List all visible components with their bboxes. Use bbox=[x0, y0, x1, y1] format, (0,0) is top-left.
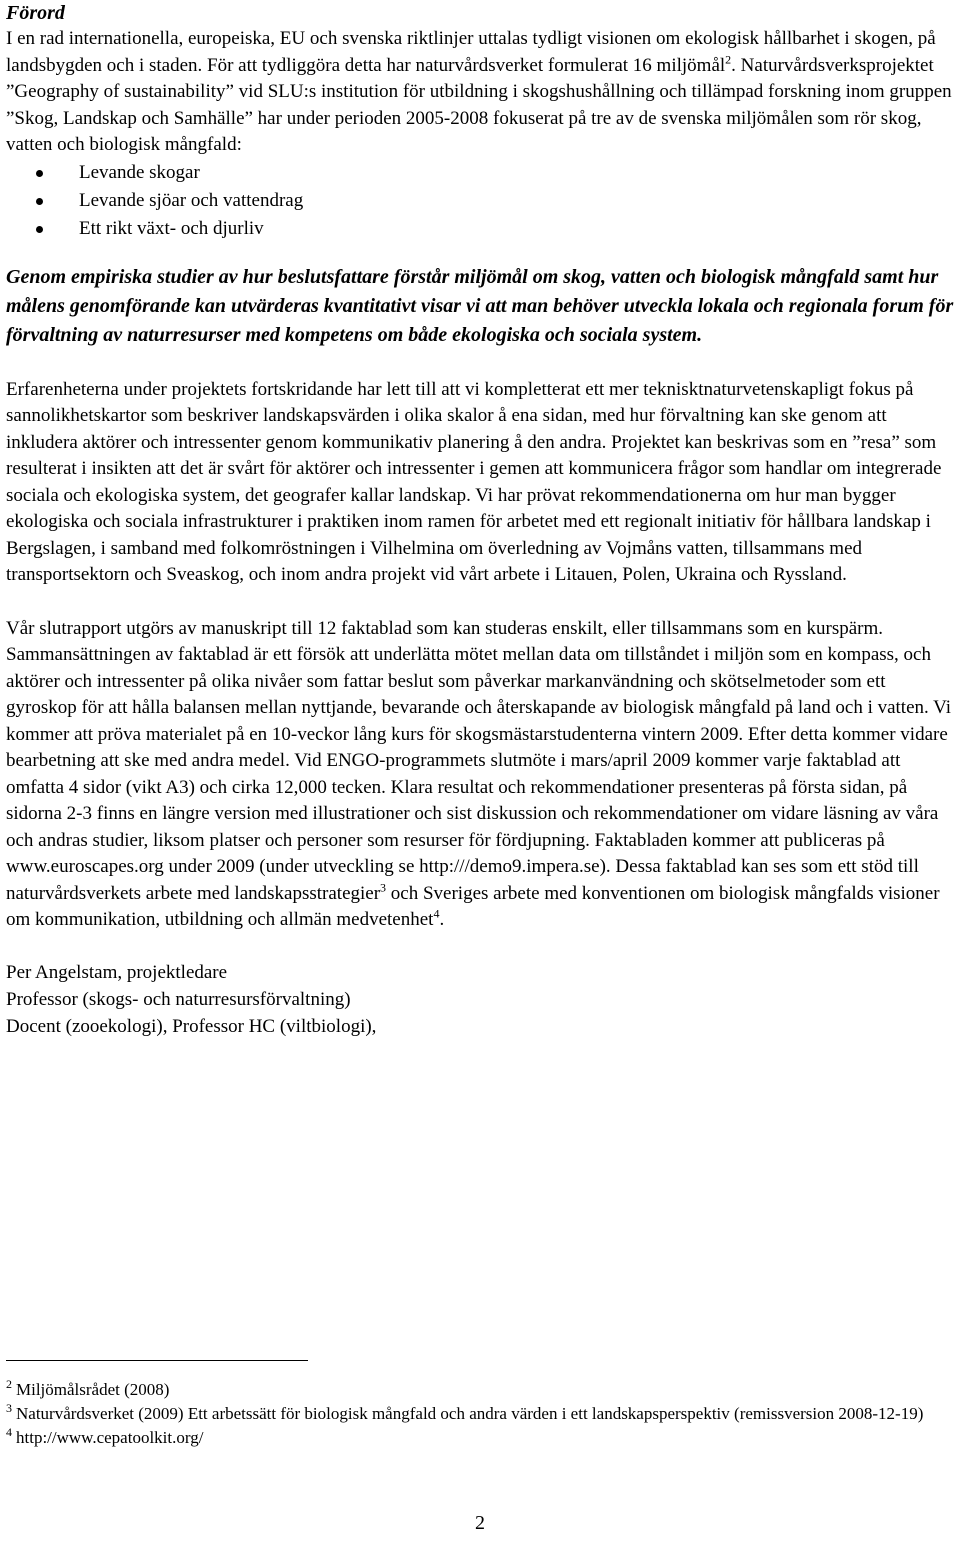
footnote-number: 4 bbox=[6, 1425, 12, 1440]
footnote-ref-4[interactable]: 4 bbox=[433, 906, 440, 921]
list-item-label: Levande skogar bbox=[79, 161, 200, 183]
intro-text-1: I en rad internationella, europeiska, EU och svenska riktlinjer uttalas tydligt visionen om ekologisk hållbarhet i skogen, på landsbygden och i staden. För att tydliggöra detta har naturvårdsverket formulerat 16 miljömål bbox=[6, 28, 936, 76]
footnote bbox=[6, 1426, 954, 1450]
footnote-text: Miljömålsrådet (2008) bbox=[16, 1380, 170, 1399]
footnote-divider bbox=[6, 1360, 308, 1361]
bullet-icon bbox=[36, 198, 43, 205]
section-heading: Förord bbox=[6, 2, 65, 24]
footnote-link[interactable]: http://www.cepatoolkit.org/ bbox=[16, 1428, 204, 1447]
final-report-paragraph bbox=[6, 616, 954, 934]
footnote-ref-3[interactable]: 3 bbox=[380, 880, 387, 895]
final-report-text-2: och Sveriges arbete med konventionen om biologisk mångfalds visioner om kommunikation, utbildning och allmän medvetenhet bbox=[6, 882, 940, 930]
bullet-icon bbox=[36, 226, 43, 233]
signature-title: Docent (zooekologi), Professor HC (viltbiologi), bbox=[6, 1015, 377, 1037]
page-number: 2 bbox=[475, 1512, 485, 1534]
footnote-number: 3 bbox=[6, 1401, 12, 1416]
footnote-text: Naturvårdsverket (2009) Ett arbetssätt för biologisk mångfald och andra värden i ett landskapsperspektiv (remissversion 2008-12-19) bbox=[16, 1404, 924, 1423]
intro-paragraph bbox=[6, 26, 954, 159]
final-report-text-3: . bbox=[439, 909, 445, 930]
signature-block bbox=[6, 959, 954, 1040]
experience-paragraph: Erfarenheterna under projektets fortskridande har lett till att vi kompletterat ett mer teknisktnaturvetenskapligt fokus på sannolikhetskartor som beskriver landskapsvärden i olika skalor å ena sidan, med hur förvaltning kan ske genom att inkludera aktörer och intressenter genom kommunikativ planering å den andra. Projektet kan beskrivas som en ”resa” som resulterat i insikten att det är svårt för aktörer och intressenter i gemen att kommunicera frågor som handlar om integrerade sociala och ekologiska system, det geografer kallar landskap. Vi har prövat rekommendationerna om hur man bygger ekologiska och sociala infrastrukturer i praktiken inom ramen för arbetet med ett regionalt initiativ för hållbara landskap i Bergslagen, i samband med folkomröstningen i Vilhelmina om överledning av Vojmåns vatten, tillsammans med transportsektorn och Sveaskog, och inom andra projekt vid vårt arbete i Litauen, Polen, Ukraina och Ryssland. bbox=[6, 378, 942, 585]
footnote-ref-2[interactable]: 2 bbox=[725, 52, 732, 67]
final-report-text-1: Vår slutrapport utgörs av manuskript till 12 faktablad som kan studeras enskilt, eller tillsammans som en kurspärm. Sammansättningen av faktablad är ett försök att underlätta mötet mellan data om tillståndet i miljön som en kompass, och aktörer och intressenter på olika nivåer som fattar beslut som påverkar markanvändning och skötselmetoder som ett gyroskop för att hålla balansen mellan nyttjande, bevarande och återskapande av biologisk mångfald på land och i vatten. Vi kommer att pröva materialet på en 10-veckor lång kurs för skogsmästarstudenterna vintern 2009. Efter detta kommer vidare bearbetning att ske med andra medel. Vid ENGO-programmets slutmöte i mars/april 2009 kommer varje faktablad att omfatta 4 sidor (vikt A3) och cirka 12,000 tecken. Klara resultat och rekommendationer presenteras på första sidan, på sidorna 2-3 finns en längre version med illustrationer och sist diskussion och rekommendationer om vidare läsning av våra och andras studier, liksom platser och personer som resurser för fördjupning. Faktabladen kommer att publiceras på www.euroscapes.org under 2009 (under utveckling se http:///demo9.impera.se). Dessa faktablad kan ses som ett stöd till naturvårdsverkets arbete med landskapsstrategier bbox=[6, 617, 952, 904]
list-item-label: Levande sjöar och vattendrag bbox=[79, 189, 304, 211]
footnote-number: 2 bbox=[6, 1377, 12, 1392]
footnote bbox=[6, 1402, 954, 1426]
goal-list bbox=[6, 159, 954, 243]
list-item-label: Ett rikt växt- och djurliv bbox=[79, 217, 264, 239]
footnotes bbox=[6, 1378, 954, 1450]
list-item bbox=[6, 159, 954, 187]
list-item bbox=[6, 215, 954, 243]
bullet-icon bbox=[36, 170, 43, 177]
list-item bbox=[6, 187, 954, 215]
emphasis-paragraph: Genom empiriska studier av hur beslutsfattare förstår miljömål om skog, vatten och biologisk mångfald samt hur målens genomförande kan utvärderas kvantitativt visar vi att man behöver utveckla lokala och regionala forum för förvaltning av naturresurser med kompetens om både ekologiska och sociala system. bbox=[6, 265, 954, 346]
signature-title: Professor (skogs- och naturresursförvaltning) bbox=[6, 988, 351, 1010]
signature-name: Per Angelstam, projektledare bbox=[6, 961, 228, 983]
intro-text-2: . Naturvårdsverksprojektet ”Geography of sustainability” vid SLU:s institution för utbildning i skogshushållning och tillämpad forskning inom gruppen ”Skog, Landskap och Samhälle” har under perioden 2005-2008 fokuserat på tre av de svenska miljömålen som rör skog, vatten och biologisk mångfald: bbox=[6, 54, 952, 155]
document-page bbox=[6, 0, 954, 1040]
footnote bbox=[6, 1378, 954, 1402]
